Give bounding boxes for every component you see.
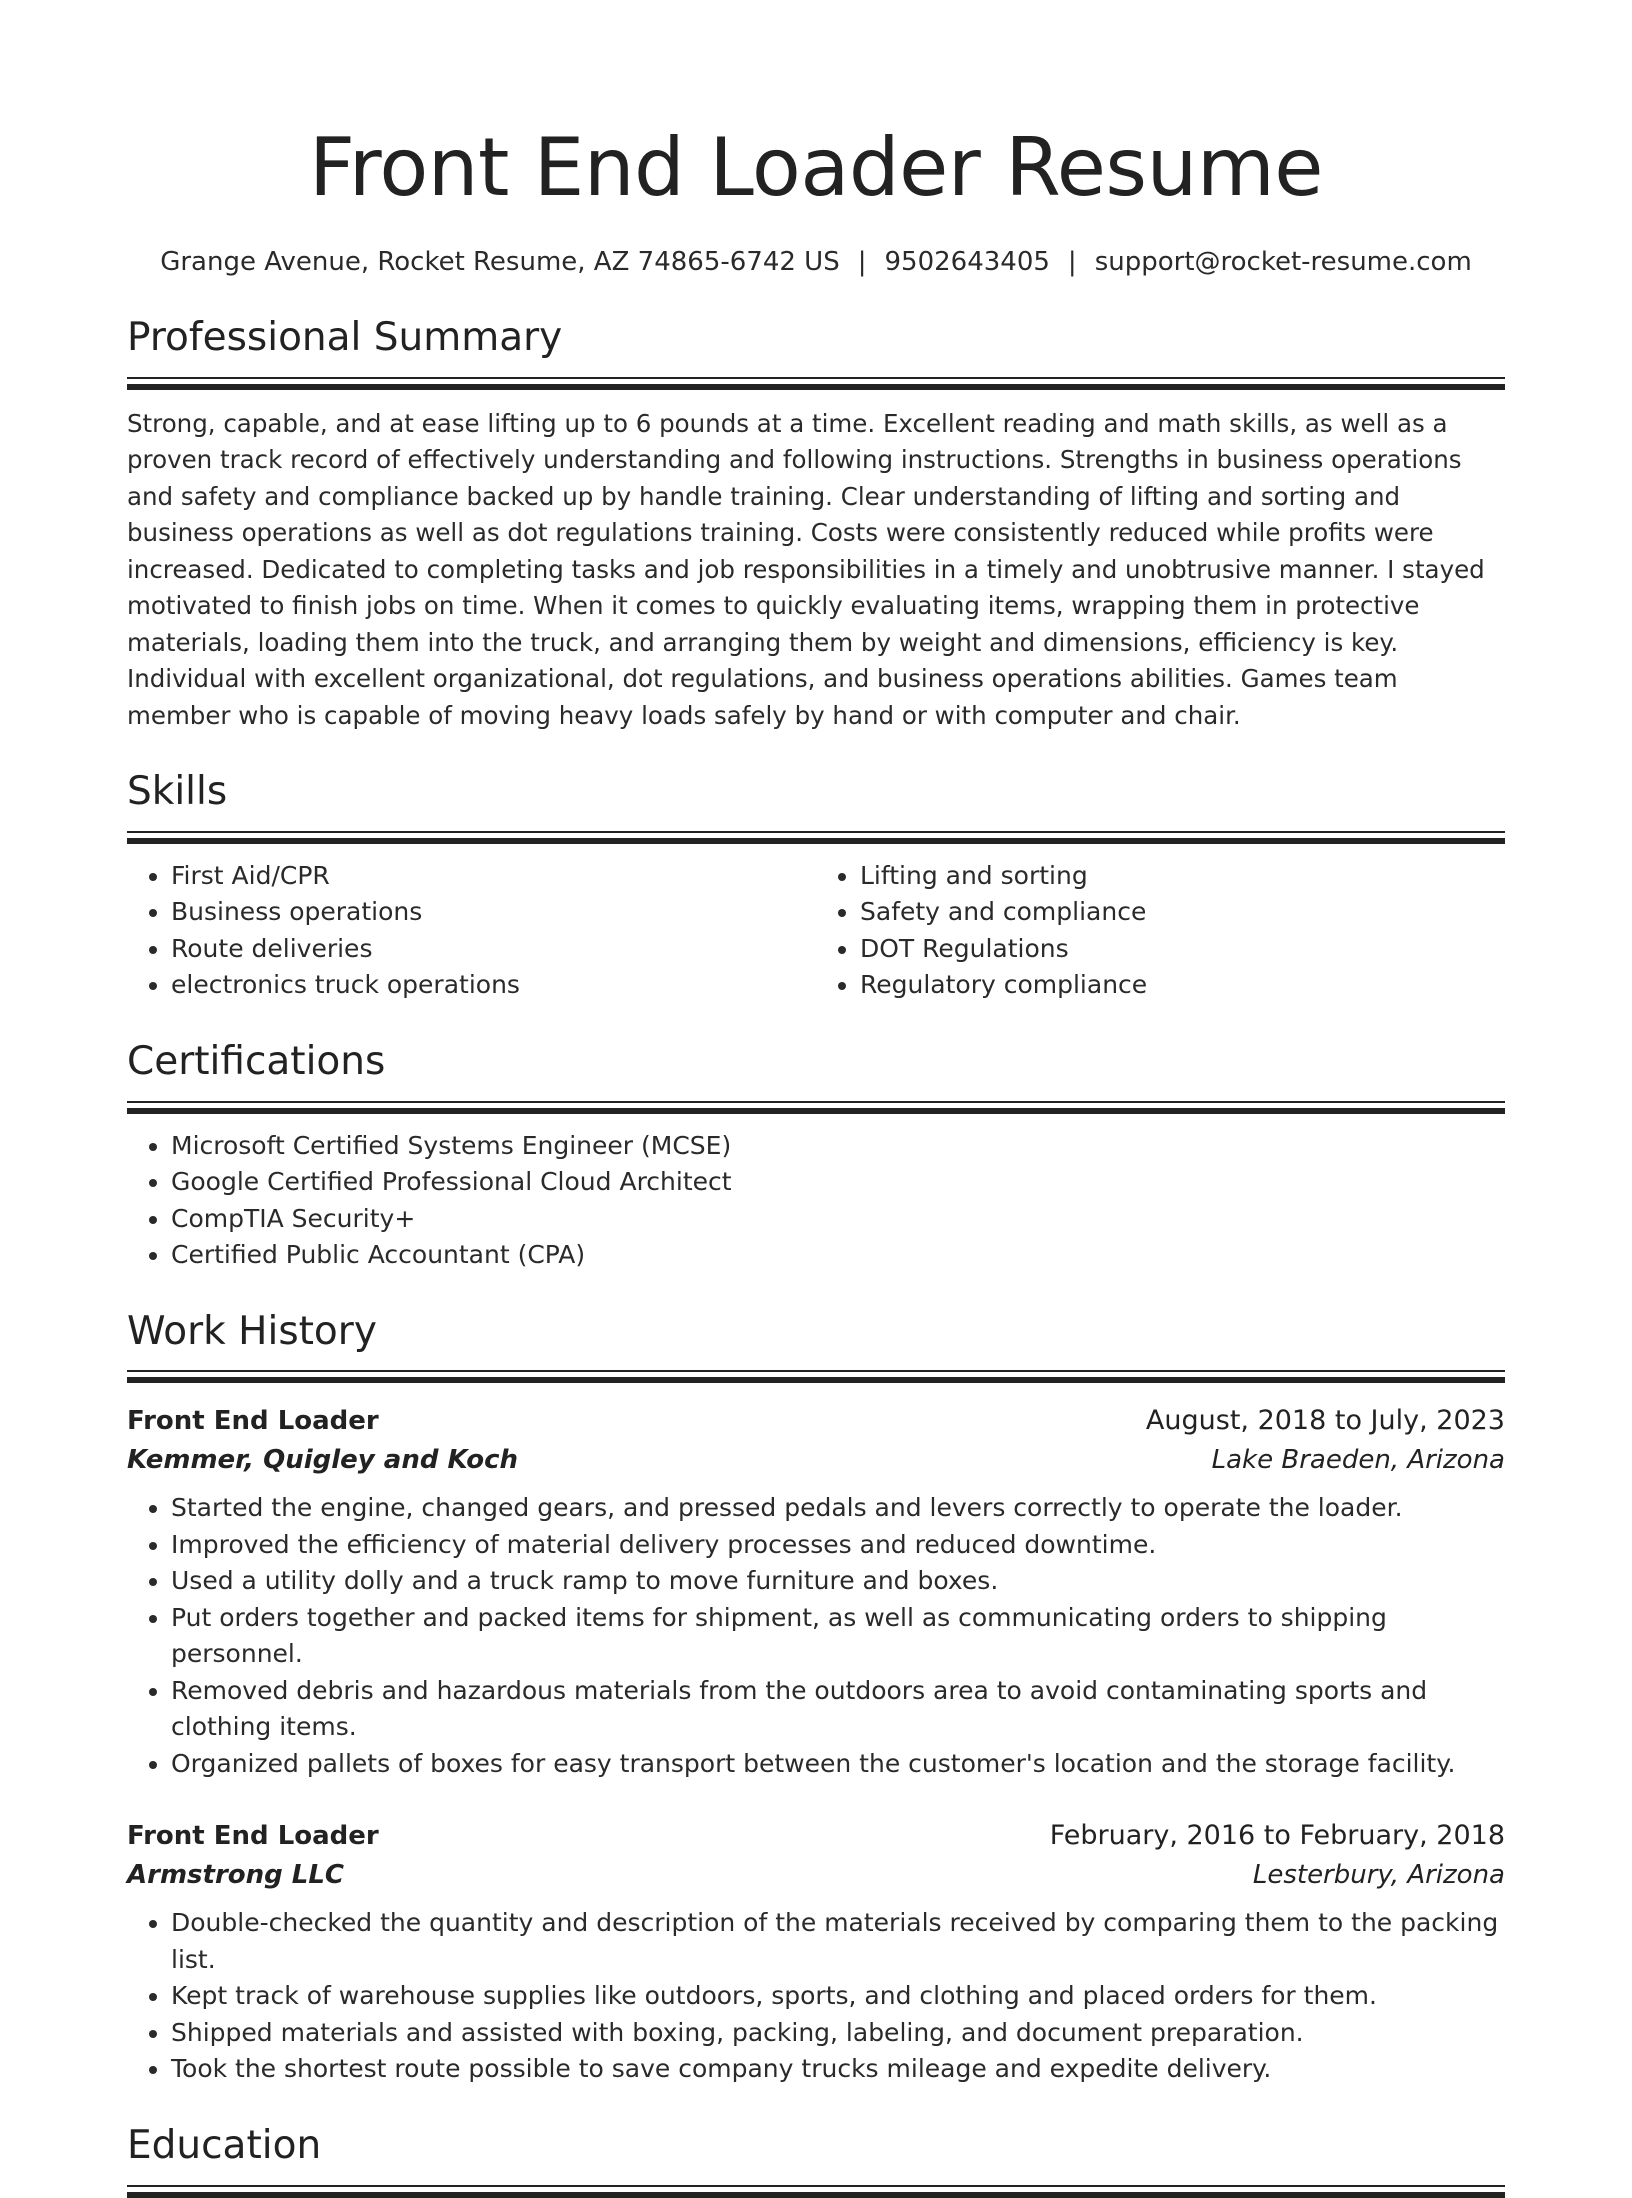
skill-item: • DOT Regulations: [860, 931, 1505, 968]
skill-item: • Lifting and sorting: [860, 858, 1505, 895]
contact-address: Grange Avenue, Rocket Resume, AZ 74865-6742 US: [160, 247, 840, 277]
job-company: Kemmer, Quigley and Koch: [127, 1445, 519, 1476]
section-divider: [127, 1370, 1505, 1383]
section-title-skills: Skills: [127, 769, 228, 815]
job-bullet: • Double-checked the quantity and description of the materials received by comparing them to the packing list.: [171, 1905, 1505, 1978]
certification-item: • CompTIA Security+: [171, 1201, 1505, 1238]
job-title: Front End Loader: [127, 1821, 379, 1852]
job-location: Lesterbury, Arizona: [1252, 1860, 1505, 1891]
contact-email[interactable]: support@rocket-resume.com: [1094, 247, 1472, 277]
job-bullet: • Organized pallets of boxes for easy transport between the customer's location and the storage facility.: [171, 1746, 1505, 1783]
education-section-header: [127, 2122, 1505, 2198]
section-title-summary: Professional Summary: [127, 314, 563, 360]
certifications-list: [127, 1128, 1505, 1274]
skills-column-left: [127, 858, 816, 1004]
job-company: Armstrong LLC: [127, 1860, 345, 1891]
resume-title: Front End Loader Resume: [309, 121, 1323, 214]
certification-item: • Microsoft Certified Systems Engineer (MCSE): [171, 1128, 1505, 1165]
contact-separator: |: [857, 247, 867, 277]
section-title-work-history: Work History: [127, 1308, 377, 1354]
skill-item: • Business operations: [171, 894, 816, 931]
job-bullet: • Took the shortest route possible to save company trucks mileage and expedite delivery.: [171, 2051, 1505, 2088]
contact-phone: 9502643405: [884, 247, 1050, 277]
certification-item: • Google Certified Professional Cloud Architect: [171, 1164, 1505, 1201]
skills-list: [127, 858, 1505, 1004]
job-bullet: • Removed debris and hazardous materials from the outdoors area to avoid contaminating sports and clothing items.: [171, 1673, 1505, 1746]
section-divider: [127, 1101, 1505, 1114]
job-header-row: [127, 1401, 1505, 1441]
job-bullet: • Started the engine, changed gears, and pressed pedals and levers correctly to operate the loader.: [171, 1490, 1505, 1527]
job-entry: [127, 1816, 1505, 2088]
skill-item: • Regulatory compliance: [860, 967, 1505, 1004]
job-dates: August, 2018 to July, 2023: [1145, 1405, 1505, 1437]
contact-separator: |: [1067, 247, 1077, 277]
section-title-education: Education: [127, 2122, 322, 2168]
skill-item: • electronics truck operations: [171, 967, 816, 1004]
section-divider: [127, 377, 1505, 390]
skills-section-header: [127, 768, 1505, 844]
job-bullet: • Used a utility dolly and a truck ramp to move furniture and boxes.: [171, 1563, 1505, 1600]
contact-line: [127, 246, 1505, 280]
section-title-certifications: Certifications: [127, 1038, 386, 1084]
section-divider: [127, 831, 1505, 844]
summary-section-header: [127, 314, 1505, 390]
skill-item: • Safety and compliance: [860, 894, 1505, 931]
summary-text: Strong, capable, and at ease lifting up to 6 pounds at a time. Excellent reading and math skills, as well as a proven track record of effectively understanding and following instructions. Strengths in business operations and safety and compliance backed up by handle training. Clear understanding of lifting and sorting and business operations as well as dot regulations training. Costs were consistently reduced while profits were increased. Dedicated to completing tasks and job responsibilities in a timely and unobtrusive manner. I stayed motivated to finish jobs on time. When it comes to quickly evaluating items, wrapping them in protective materials, loading them into the truck, and arranging them by weight and dimensions, efficiency is key. Individual with excellent organizational, dot regulations, and business operations abilities. Games team member who is capable of moving heavy loads safely by hand or with computer and chair.: [127, 408, 1485, 730]
job-company-row: [127, 1856, 1505, 1895]
job-bullets: [127, 1905, 1505, 2088]
job-bullets: [127, 1490, 1505, 1782]
job-location: Lake Braeden, Arizona: [1211, 1445, 1505, 1476]
job-dates: February, 2016 to February, 2018: [1049, 1820, 1505, 1852]
skill-item: • Route deliveries: [171, 931, 816, 968]
job-bullet: • Improved the efficiency of material delivery processes and reduced downtime.: [171, 1527, 1505, 1564]
job-bullet: • Put orders together and packed items for shipment, as well as communicating orders to shipping personnel.: [171, 1600, 1505, 1673]
job-entry: [127, 1401, 1505, 1782]
job-bullet: • Kept track of warehouse supplies like outdoors, sports, and clothing and placed orders for them.: [171, 1978, 1505, 2015]
job-header-row: [127, 1816, 1505, 1856]
certifications-section-header: [127, 1038, 1505, 1114]
certification-item: • Certified Public Accountant (CPA): [171, 1237, 1505, 1274]
job-company-row: [127, 1441, 1505, 1480]
skills-column-right: [816, 858, 1505, 1004]
job-title: Front End Loader: [127, 1406, 379, 1437]
job-bullet: • Shipped materials and assisted with boxing, packing, labeling, and document preparation.: [171, 2015, 1505, 2052]
skill-item: • First Aid/CPR: [171, 858, 816, 895]
section-divider: [127, 2185, 1505, 2198]
work-history-section-header: [127, 1308, 1505, 1384]
